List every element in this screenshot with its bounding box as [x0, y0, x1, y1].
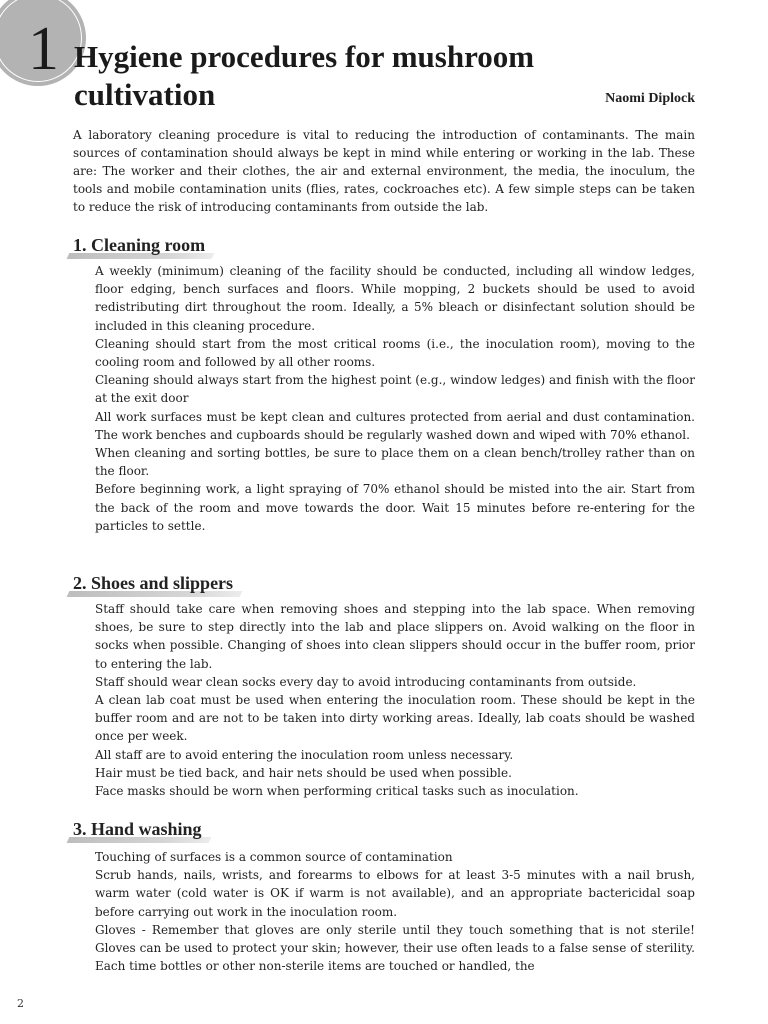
section-body-cleaning-room	[95, 262, 695, 535]
paragraph: Before beginning work, a light spraying of 70% ethanol should be misted into the air. Start from the back of the room and move towards the door. Wait 15 minutes before re-entering for the particles to settle.	[95, 482, 695, 533]
chapter-number: 1	[28, 15, 59, 83]
author-name: Naomi Diplock	[605, 91, 695, 106]
section-body-shoes-and-slippers	[95, 600, 695, 800]
paragraph: Hair must be tied back, and hair nets should be used when possible.	[95, 765, 512, 780]
paragraph: Staff should wear clean socks every day to avoid introducing contaminants from outside.	[95, 674, 637, 689]
paragraph: All work surfaces must be kept clean and cultures protected from aerial and dust contamination. The work benches and cupboards should be regularly washed down and wiped with 70% ethanol.	[95, 409, 695, 442]
paragraph: Staff should take care when removing shoes and stepping into the lab space. When removing shoes, be sure to step directly into the lab and place slippers on. Avoid walking on the floor in socks when possible. Changing of shoes into clean slippers should occur in the buffer room, prior to entering the lab.	[95, 602, 695, 671]
section-heading-cleaning-room: 1. Cleaning room	[73, 235, 206, 255]
paragraph: A clean lab coat must be used when entering the inoculation room. These should be kept in the buffer room and are not to be taken into dirty working areas. Ideally, lab coats should be washed once per week.	[95, 693, 695, 744]
paragraph: Cleaning should always start from the highest point (e.g., window ledges) and finish with the floor at the exit door	[95, 373, 695, 406]
section-heading-hand-washing: 3. Hand washing	[73, 819, 202, 839]
page-title: Hygiene procedures for mushroom cultivation	[74, 39, 535, 112]
paragraph: All staff are to avoid entering the inoculation room unless necessary.	[95, 747, 514, 762]
page-number: 2	[17, 997, 24, 1010]
intro-paragraph: A laboratory cleaning procedure is vital to reducing the introduction of contaminants. The main sources of contamination should always be kept in mind while entering or working in the lab. These are: The worker and their clothes, the air and external environment, the media, the inoculum, the tools and mobile contamination units (flies, rates, cockroaches etc). A few simple steps can be taken to reduce the risk of introducing contaminants from outside the lab.	[73, 128, 695, 214]
paragraph: Scrub hands, nails, wrists, and forearms to elbows for at least 3-5 minutes with a nail brush, warm water (cold water is OK if warm is not available), and an appropriate bactericidal soap before carrying out work in the inoculation room.	[95, 868, 695, 919]
paragraph: A weekly (minimum) cleaning of the facility should be conducted, including all window ledges, floor edging, bench surfaces and floors. While mopping, 2 buckets should be used to avoid redistributing dirt throughout the room. Ideally, a 5% bleach or disinfectant solution should be included in this cleaning procedure.	[95, 264, 695, 333]
paragraph: Face masks should be worn when performing critical tasks such as inoculation.	[95, 784, 579, 799]
paragraph: When cleaning and sorting bottles, be sure to place them on a clean bench/trolley rather than on the floor.	[95, 446, 695, 479]
section-heading-shoes-and-slippers: 2. Shoes and slippers	[73, 573, 234, 593]
paragraph: Cleaning should start from the most critical rooms (i.e., the inoculation room), moving to the cooling room and followed by all other rooms.	[95, 336, 695, 370]
paragraph: Gloves - Remember that gloves are only sterile until they touch something that is not sterile! Gloves can be used to protect your skin; however, their use often leads to a false sense of sterility. Each time bottles or other non-sterile items are touched or handled, the	[95, 922, 695, 974]
section-body-hand-washing	[95, 848, 695, 975]
paragraph: Touching of surfaces is a common source of contamination	[95, 850, 453, 864]
